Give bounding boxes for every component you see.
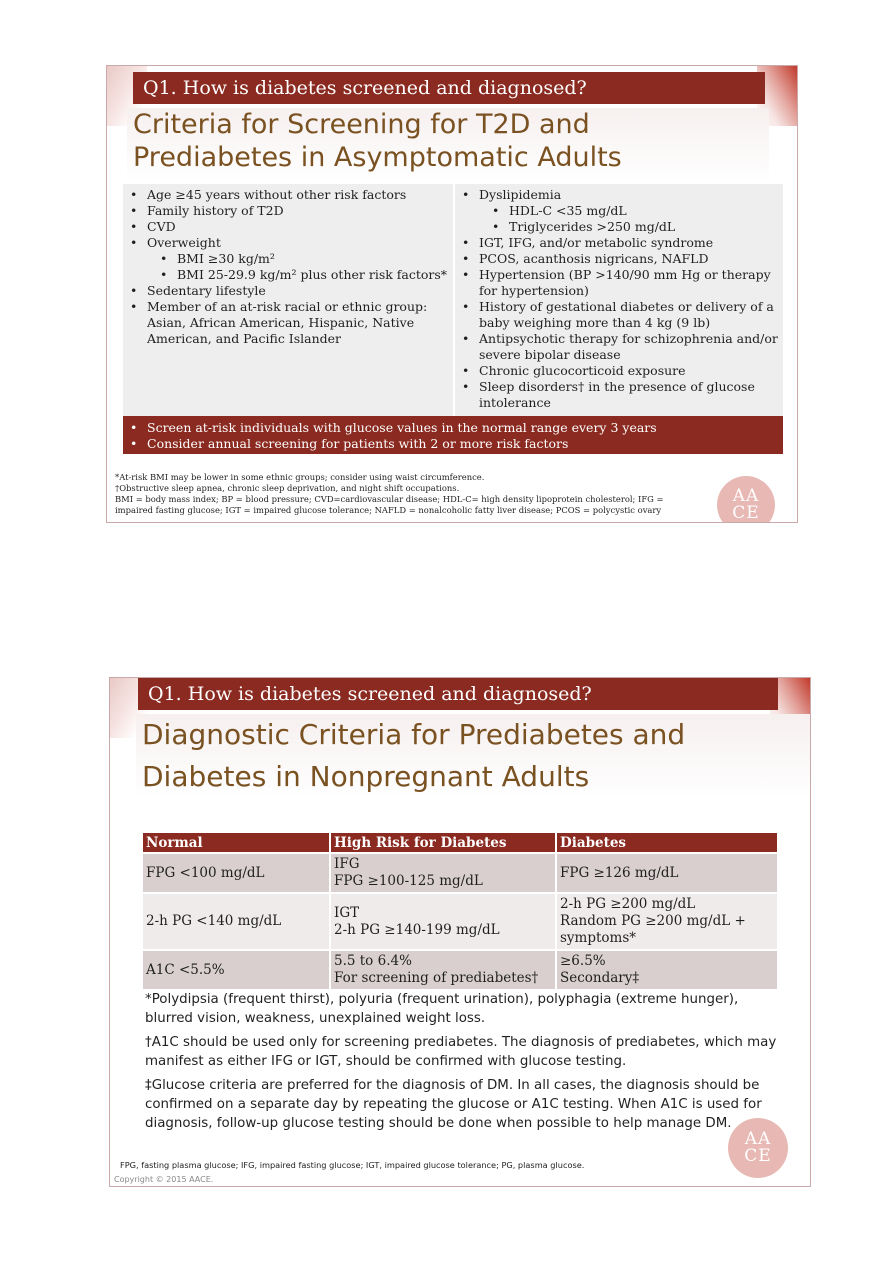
cell-line: 5.5 to 6.4% <box>334 953 412 969</box>
cell-normal <box>143 950 330 989</box>
cell-line: A1C <5.5% <box>146 961 225 978</box>
footnote-abbreviations: BMI = body mass index; BP = blood pressure; CVD=cardiovascular disease; HDL-C= high density lipoprotein cholesterol; IFG = impaired fasting glucose; IGT = impaired glucose tolerance; NAFLD = nonalcoholic fatty liver disease; PCOS = polycystic ovary <box>115 494 664 515</box>
table-row <box>143 893 778 950</box>
list-item: • Hypertension (BP >140/90 mm Hg or therapy for hypertension) <box>455 267 783 299</box>
title-line-1: Criteria for Screening for T2D and <box>133 109 590 140</box>
cell-line: IFG <box>334 856 360 872</box>
cell-normal <box>143 853 330 893</box>
cell-diabetes <box>556 853 778 893</box>
risk-factor-list-left <box>123 187 453 347</box>
cell-line: 2-h PG <140 mg/dL <box>146 913 282 929</box>
slide-screening-criteria <box>106 65 798 523</box>
footnotes <box>115 472 695 516</box>
footnote-sleep: †Obstructive sleep apnea, chronic sleep deprivation, and night shift occupations. <box>115 483 460 493</box>
cell-line: 2-h PG ≥200 mg/dL <box>560 896 696 912</box>
copyright: Copyright © 2015 AACE. <box>114 1175 214 1184</box>
header-diabetes: Diabetes <box>556 833 778 853</box>
title-line-2: Diabetes in Nonpregnant Adults <box>142 760 590 793</box>
title-line-2: Prediabetes in Asymptomatic Adults <box>133 142 622 173</box>
cell-line: FPG <100 mg/dL <box>146 864 265 881</box>
slide-diagnostic-criteria <box>109 677 811 1187</box>
cell-line: Secondary‡ <box>560 970 640 986</box>
table-row <box>143 853 778 893</box>
risk-factors-right-column <box>455 184 783 416</box>
question-banner: Q1. How is diabetes screened and diagnosed? <box>138 678 778 710</box>
title-line-1: Diagnostic Criteria for Prediabetes and <box>142 718 686 751</box>
cell-line: FPG ≥100-125 mg/dL <box>334 873 483 889</box>
list-item: • Overweight <box>123 235 453 251</box>
list-item: • BMI ≥30 kg/m² <box>123 251 453 267</box>
question-banner: Q1. How is diabetes screened and diagnosed? <box>133 72 765 104</box>
cell-line: Random PG ≥200 mg/dL + symptoms* <box>560 913 746 946</box>
list-item: • History of gestational diabetes or delivery of a baby weighing more than 4 kg (9 lb) <box>455 299 783 331</box>
list-item: • CVD <box>123 219 453 235</box>
list-item: • Sleep disorders† in the presence of glucose intolerance <box>455 379 783 411</box>
cell-high-risk <box>330 893 556 950</box>
cell-normal <box>143 893 330 950</box>
cell-line: IGT <box>334 904 360 921</box>
recommendation-item: • Screen at-risk individuals with glucose values in the normal range every 3 years <box>123 420 783 436</box>
table-row <box>143 950 778 989</box>
risk-factor-list-right <box>455 187 783 411</box>
cell-diabetes <box>556 893 778 950</box>
note-a1c: †A1C should be used only for screening prediabetes. The diagnosis of prediabetes, which may manifest as either IFG or IGT, should be confirmed with glucose testing. <box>145 1035 777 1069</box>
recommendation-item: • Consider annual screening for patients with 2 or more risk factors <box>123 436 783 452</box>
note-glucose: ‡Glucose criteria are preferred for the diagnosis of DM. In all cases, the diagnosis should be confirmed on a separate day by repeating the glucose or A1C testing. When A1C is used for diagnosis, follow-up glucose testing should be done when possible to help manage DM. <box>145 1078 762 1131</box>
table-notes <box>145 990 785 1138</box>
list-item: • Sedentary lifestyle <box>123 283 453 299</box>
header-high-risk: High Risk for Diabetes <box>330 833 556 853</box>
list-item: • Member of an at-risk racial or ethnic group: Asian, African American, Hispanic, Native American, and Pacific Islander <box>123 299 453 347</box>
cell-high-risk <box>330 950 556 989</box>
cell-line: ≥6.5% <box>560 953 606 969</box>
cell-line: FPG ≥126 mg/dL <box>560 864 679 881</box>
diagnostic-criteria-table <box>143 833 779 989</box>
risk-factors-left-column <box>123 184 453 416</box>
table-header-row <box>143 833 778 853</box>
cell-high-risk <box>330 853 556 893</box>
note-symptoms: *Polydipsia (frequent thirst), polyuria (frequent urination), polyphagia (extreme hunger), blurred vision, weakness, unexplained weight loss. <box>145 992 739 1026</box>
list-item: • Antipsychotic therapy for schizophrenia and/or severe bipolar disease <box>455 331 783 363</box>
footnote-abbreviations: FPG, fasting plasma glucose; IFG, impaired fasting glucose; IGT, impaired glucose tolerance; PG, plasma glucose. <box>120 1160 585 1170</box>
list-item: • Triglycerides >250 mg/dL <box>455 219 783 235</box>
aace-logo: AA CE <box>717 476 775 523</box>
list-item: • Family history of T2D <box>123 203 453 219</box>
slide-title <box>136 714 811 798</box>
list-item: • Dyslipidemia <box>455 187 783 203</box>
cell-diabetes <box>556 950 778 989</box>
list-item: • Age ≥45 years without other risk factors <box>123 187 453 203</box>
list-item: • Chronic glucocorticoid exposure <box>455 363 783 379</box>
list-item: • BMI 25-29.9 kg/m² plus other risk factors* <box>123 267 453 283</box>
cell-line: For screening of prediabetes† <box>334 970 539 986</box>
list-item: • HDL-C <35 mg/dL <box>455 203 783 219</box>
header-normal: Normal <box>143 833 330 853</box>
screening-recommendations <box>123 416 783 454</box>
aace-logo: AA CE <box>728 1118 788 1178</box>
cell-line: 2-h PG ≥140-199 mg/dL <box>334 921 500 938</box>
list-item: • IGT, IFG, and/or metabolic syndrome <box>455 235 783 251</box>
list-item: • PCOS, acanthosis nigricans, NAFLD <box>455 251 783 267</box>
slide-title <box>127 108 769 182</box>
footnote-bmi: *At-risk BMI may be lower in some ethnic groups; consider using waist circumference. <box>115 472 485 482</box>
